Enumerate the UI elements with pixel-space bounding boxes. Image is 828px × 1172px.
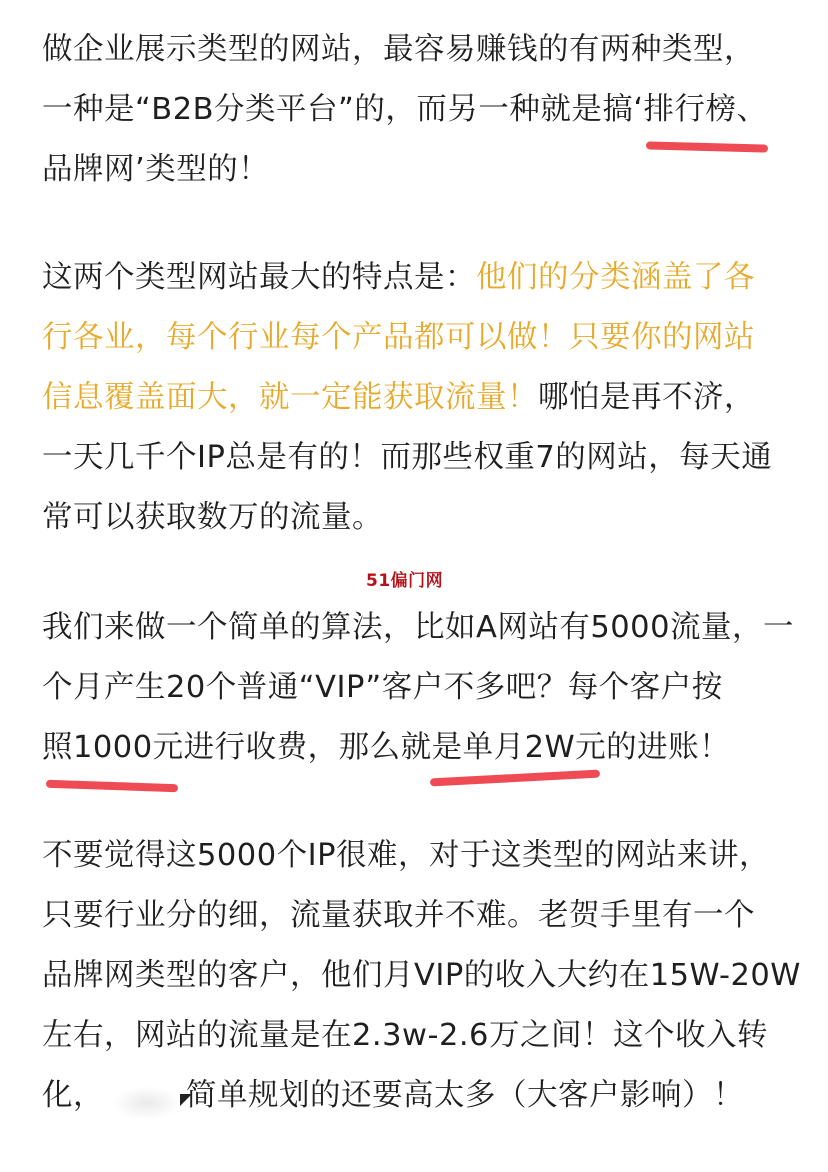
p2-line-1 xyxy=(42,248,802,308)
p2-line-2-highlight: 行各业，每个行业每个产品都可以做！只要你的网站 xyxy=(42,320,755,355)
p4-line-4: 左右，网站的流量是在2.3w-2.6万之间！这个收入转 xyxy=(42,1018,768,1053)
p4-line-5-b: 简单规划的还要高太多（大客户影响）！ xyxy=(186,1078,744,1113)
p3-line-2: 个月产生20个普通“VIP”客户不多吧？每个客户按 xyxy=(42,670,723,705)
p4-line-5-a: 化， xyxy=(42,1078,104,1113)
p2-line-1-a: 这两个类型网站最大的特点是： xyxy=(42,260,476,295)
underline-fee xyxy=(46,780,178,793)
p4-line-1: 不要觉得这5000个IP很难，对于这类型的网站来讲， xyxy=(42,838,771,873)
p4-line-3: 品牌网类型的客户，他们月VIP的收入大约在15W-20W xyxy=(42,958,801,993)
p2-line-4: 一天几千个IP总是有的！而那些权重7的网站，每天通 xyxy=(42,440,773,475)
p2-line-1-highlight: 他们的分类涵盖了各 xyxy=(476,260,755,295)
paragraph-4 xyxy=(42,826,802,1126)
p2-line-3-b: 哪怕是再不济， xyxy=(538,380,755,415)
p1-line-1: 做企业展示类型的网站，最容易赚钱的有两种类型， xyxy=(42,32,755,67)
p3-line-1: 我们来做一个简单的算法，比如A网站有5000流量，一 xyxy=(42,610,794,645)
redaction-blur xyxy=(112,1086,182,1120)
p4-line-2: 只要行业分的细，流量获取并不难。老贺手里有一个 xyxy=(42,898,755,933)
p1-line-2: 一种是“B2B分类平台”的，而另一种就是搞‘排行榜、 xyxy=(42,92,768,127)
paragraph-3 xyxy=(42,598,802,778)
watermark-text: 51偏门网 xyxy=(366,571,444,591)
paragraph-2 xyxy=(42,248,802,548)
p1-line-3: 品牌网’类型的！ xyxy=(42,152,270,187)
p3-line-3: 照1000元进行收费，那么就是单月2W元的进账！ xyxy=(42,730,731,765)
paragraph-1 xyxy=(42,20,802,200)
p2-line-3 xyxy=(42,368,802,428)
p2-line-5: 常可以获取数万的流量。 xyxy=(42,500,383,535)
p2-line-3-highlight: 信息覆盖面大，就一定能获取流量！ xyxy=(42,380,538,415)
